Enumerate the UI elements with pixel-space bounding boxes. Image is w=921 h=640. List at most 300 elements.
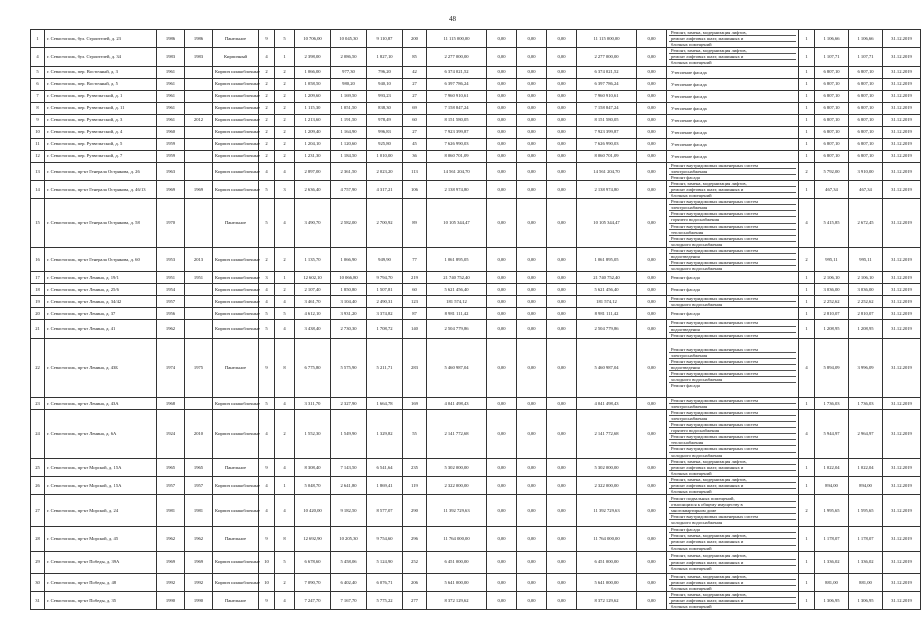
work-item: Утепление фасада: [671, 141, 707, 147]
cell-total-cost: 7 626 990,03: [427, 138, 487, 150]
cell-entrances: 2: [275, 78, 295, 90]
work-item: Ремонт внутридомовых инженерных систем: [669, 422, 796, 428]
cell-works-count: 1: [799, 114, 815, 126]
cell-reconstruction-year: [185, 320, 213, 338]
cell-fund-federal: 0,00: [487, 308, 517, 320]
work-item: Ремонт внутридомовых инженерных систем: [669, 163, 796, 169]
cell-total-area: 5 048,70: [295, 476, 331, 494]
cell-limit-cost: 1 178,07: [849, 527, 883, 551]
cell-works-count: 2: [799, 495, 815, 527]
cell-owned-area: 940,10: [367, 78, 403, 90]
work-item: холодного водоснабжения: [671, 302, 723, 308]
work-item: холодного водоснабжения: [669, 377, 796, 383]
cell-unit-cost: 2 810,07: [815, 308, 849, 320]
cell-row-number: 16: [31, 247, 45, 271]
work-item: Ремонт, замена, модернизация лифтов,: [669, 553, 796, 559]
cell-entrances: 5: [275, 308, 295, 320]
cell-works-count: 1: [799, 78, 815, 90]
cell-owners-funds: 181 574,12: [577, 296, 637, 308]
cell-owned-area: 5 775,22: [367, 591, 403, 609]
cell-fund-federal: 0,00: [487, 527, 517, 551]
cell-fund-regional: 0,00: [517, 90, 547, 102]
cell-other-funds: 0,00: [637, 180, 667, 198]
cell-total-cost: 5 460 987,04: [427, 338, 487, 397]
table-row: [31, 48, 921, 66]
cell-fund-federal: 0,00: [487, 458, 517, 476]
cell-wall-material: Кирпич шлакоблочные: [213, 162, 259, 180]
cell-residential-area: 2 730,30: [331, 320, 367, 338]
cell-other-funds: 0,00: [637, 272, 667, 284]
cell-row-number: 31: [31, 591, 45, 609]
cell-fund-federal: 0,00: [487, 247, 517, 271]
cell-total-area: 6 775,80: [295, 338, 331, 397]
cell-planned-date: 31.12.2019: [883, 495, 921, 527]
cell-residents: 42: [403, 66, 427, 78]
cell-residential-area: 1 120,60: [331, 138, 367, 150]
cell-address: г. Севастополь, пр-кт Ленина, д. 19/1: [45, 272, 157, 284]
cell-build-year: 1969: [157, 180, 185, 198]
cell-owned-area: 9 110,87: [367, 30, 403, 48]
cell-other-funds: 0,00: [637, 90, 667, 102]
cell-works-count: 1: [799, 551, 815, 573]
cell-total-area: 1 552,30: [295, 409, 331, 458]
cell-reconstruction-year: 1965: [185, 458, 213, 476]
cell-floors: 4: [259, 296, 275, 308]
cell-residents: 169: [403, 397, 427, 409]
cell-row-number: 10: [31, 126, 45, 138]
cell-row-number: 22: [31, 338, 45, 397]
cell-fund-regional: 0,00: [517, 180, 547, 198]
cell-works-list: [667, 162, 799, 180]
work-item: Ремонт внутридомовых инженерных систем: [669, 446, 796, 452]
work-item: ремонт лифтовых шахт, машинных и: [669, 465, 796, 471]
cell-works-count: 1: [799, 66, 815, 78]
cell-total-area: 10 420,00: [295, 495, 331, 527]
cell-fund-regional: 0,00: [517, 284, 547, 296]
cell-floors: 9: [259, 30, 275, 48]
cell-build-year: 1961: [157, 90, 185, 102]
cell-residents: 119: [403, 476, 427, 494]
work-item: Ремонт внутридомовых инженерных систем: [669, 260, 796, 266]
cell-residential-area: 980,20: [331, 78, 367, 90]
cell-row-number: 9: [31, 114, 45, 126]
cell-wall-material: Кирпич шлакоблочные: [213, 272, 259, 284]
cell-floors: 9: [259, 338, 275, 397]
cell-works-count: 1: [799, 320, 815, 338]
cell-residential-area: 10 066,80: [331, 272, 367, 284]
cell-planned-date: 31.12.2019: [883, 90, 921, 102]
cell-residential-area: 1 850,80: [331, 284, 367, 296]
cell-wall-material: Кирпич шлакоблочные: [213, 284, 259, 296]
table-row: [31, 296, 921, 308]
cell-works-count: 1: [799, 126, 815, 138]
cell-wall-material: Кирпич шлакоблочные: [213, 114, 259, 126]
cell-owned-area: 996,83: [367, 126, 403, 138]
cell-wall-material: Кирпич шлакоблочные: [213, 180, 259, 198]
cell-planned-date: 31.12.2019: [883, 199, 921, 248]
register-table-body: [31, 30, 921, 610]
cell-floors: 5: [259, 397, 275, 409]
cell-fund-local: 0,00: [547, 308, 577, 320]
cell-floors: 9: [259, 591, 275, 609]
cell-other-funds: 0,00: [637, 573, 667, 591]
cell-owned-area: 1 329,82: [367, 409, 403, 458]
cell-fund-regional: 0,00: [517, 409, 547, 458]
cell-limit-cost: 3 996,09: [849, 338, 883, 397]
table-row: [31, 308, 921, 320]
table-row: [31, 397, 921, 409]
work-item: Утепление фасада: [671, 69, 707, 75]
cell-unit-cost: 5 415,85: [815, 199, 849, 248]
cell-fund-local: 0,00: [547, 296, 577, 308]
cell-planned-date: 31.12.2019: [883, 458, 921, 476]
cell-planned-date: 31.12.2019: [883, 247, 921, 271]
cell-owned-area: 978,49: [367, 114, 403, 126]
cell-works-count: 1: [799, 30, 815, 48]
cell-works-list: [667, 126, 799, 138]
work-item: Ремонт, замена, модернизация лифтов,: [669, 533, 796, 539]
cell-address: г. Севастополь, пер. Восточный, д. 3: [45, 66, 157, 78]
cell-limit-cost: 995,11: [849, 247, 883, 271]
cell-limit-cost: 3 036,00: [849, 284, 883, 296]
cell-other-funds: 0,00: [637, 476, 667, 494]
cell-works-count: 1: [799, 476, 815, 494]
cell-owners-funds: 8 151 580,05: [577, 114, 637, 126]
work-item: холодного водоснабжения: [671, 241, 723, 247]
cell-floors: 5: [259, 320, 275, 338]
cell-entrances: 8: [275, 338, 295, 397]
cell-planned-date: 31.12.2019: [883, 126, 921, 138]
cell-residential-area: 2 641,80: [331, 476, 367, 494]
cell-total-area: 3 461,70: [295, 296, 331, 308]
cell-fund-local: 0,00: [547, 527, 577, 551]
cell-total-cost: 2 277 000,00: [427, 48, 487, 66]
cell-row-number: 7: [31, 90, 45, 102]
work-item: ремонт лифтовых шахт, машинных и: [669, 580, 796, 586]
work-item: Ремонт внутридомовых инженерных систем: [669, 211, 796, 217]
cell-other-funds: 0,00: [637, 30, 667, 48]
cell-floors: 2: [259, 90, 275, 102]
cell-total-cost: 7 960 910,61: [427, 90, 487, 102]
cell-address: г. Севастополь, пр-кт Ленина, д. 25/6: [45, 284, 157, 296]
cell-fund-local: 0,00: [547, 397, 577, 409]
cell-planned-date: 31.12.2019: [883, 397, 921, 409]
cell-address: г. Севастополь, пр-кт Победы, д. 35: [45, 591, 157, 609]
cell-owned-area: 6 541,64: [367, 458, 403, 476]
cell-works-count: 1: [799, 573, 815, 591]
cell-total-area: 2 107,40: [295, 284, 331, 296]
cell-row-number: 5: [31, 66, 45, 78]
cell-total-area: 1 058,50: [295, 78, 331, 90]
cell-works-list: [667, 495, 799, 527]
cell-row-number: 19: [31, 296, 45, 308]
cell-total-area: 1 066,00: [295, 66, 331, 78]
cell-other-funds: 0,00: [637, 338, 667, 397]
cell-floors: 2: [259, 247, 275, 271]
cell-works-count: 1: [799, 458, 815, 476]
cell-planned-date: 31.12.2019: [883, 102, 921, 114]
work-item: Ремонт внутридомовых инженерных систем: [669, 236, 796, 242]
cell-entrances: 4: [275, 162, 295, 180]
cell-other-funds: 0,00: [637, 284, 667, 296]
cell-fund-regional: 0,00: [517, 138, 547, 150]
cell-fund-local: 0,00: [547, 458, 577, 476]
cell-limit-cost: 1 736,03: [849, 397, 883, 409]
cell-fund-federal: 0,00: [487, 272, 517, 284]
cell-owners-funds: 2 138 974,80: [577, 180, 637, 198]
work-item: Ремонт внутридомовых инженерных систем: [669, 296, 796, 302]
cell-reconstruction-year: 2012: [185, 114, 213, 126]
cell-build-year: 1974: [157, 338, 185, 397]
cell-limit-cost: 6 807,10: [849, 138, 883, 150]
work-item: блочных помещений: [671, 193, 712, 199]
table-row: [31, 180, 921, 198]
cell-total-cost: 6 397 786,24: [427, 78, 487, 90]
cell-works-list: [667, 138, 799, 150]
cell-residential-area: 1 549,90: [331, 409, 367, 458]
cell-owners-funds: 8 372 129,62: [577, 591, 637, 609]
cell-reconstruction-year: 1981: [185, 495, 213, 527]
cell-owners-funds: 2 141 772,68: [577, 409, 637, 458]
cell-total-cost: 2 322 000,00: [427, 476, 487, 494]
cell-row-number: 4: [31, 48, 45, 66]
cell-address: г. Севастополь, пер. Рузвельтский, д. 5: [45, 138, 157, 150]
cell-fund-federal: 0,00: [487, 126, 517, 138]
cell-residential-area: 5 575,90: [331, 338, 367, 397]
cell-unit-cost: 1 107,71: [815, 48, 849, 66]
cell-entrances: 2: [275, 126, 295, 138]
cell-row-number: 14: [31, 180, 45, 198]
cell-wall-material: Кирпич шлакоблочные: [213, 150, 259, 162]
work-item: блочных помещений: [671, 585, 712, 591]
cell-total-area: 10 706,00: [295, 30, 331, 48]
cell-build-year: 1992: [157, 573, 185, 591]
work-item: горячего водоснабжения: [669, 428, 796, 434]
cell-total-area: 2 897,00: [295, 162, 331, 180]
cell-limit-cost: 6 807,10: [849, 126, 883, 138]
cell-residential-area: 4 757,90: [331, 180, 367, 198]
table-row: [31, 126, 921, 138]
cell-wall-material: Кирпич шлакоблочные: [213, 247, 259, 271]
cell-fund-federal: 0,00: [487, 199, 517, 248]
cell-total-area: 2 398,00: [295, 48, 331, 66]
cell-build-year: 1969: [157, 551, 185, 573]
cell-fund-local: 0,00: [547, 162, 577, 180]
cell-floors: 4: [259, 48, 275, 66]
work-item: Ремонт фасада: [671, 311, 700, 317]
cell-works-list: [667, 272, 799, 284]
table-row: [31, 573, 921, 591]
cell-works-count: 1: [799, 90, 815, 102]
work-item: ремонт лифтовых шахт, машинных и: [669, 539, 796, 545]
cell-limit-cost: 6 807,10: [849, 102, 883, 114]
cell-entrances: 8: [275, 527, 295, 551]
cell-build-year: 1990: [157, 591, 185, 609]
work-item: Ремонт фасада: [671, 383, 700, 389]
cell-residents: 69: [403, 102, 427, 114]
cell-owners-funds: 7 158 847,24: [577, 102, 637, 114]
cell-wall-material: Кирпич шлакоблочные: [213, 397, 259, 409]
cell-address: г. Севастополь, пр-кт Ленина, д. 43Б: [45, 338, 157, 397]
cell-works-list: [667, 320, 799, 338]
cell-total-cost: 8 151 580,05: [427, 114, 487, 126]
cell-works-count: 1: [799, 284, 815, 296]
cell-address: г. Севастополь, пер. Рузвельтский, д. 7: [45, 150, 157, 162]
cell-reconstruction-year: [185, 162, 213, 180]
cell-residential-area: 977,30: [331, 66, 367, 78]
cell-works-count: 2: [799, 162, 815, 180]
cell-total-area: 8 308,40: [295, 458, 331, 476]
cell-unit-cost: 2 106,10: [815, 272, 849, 284]
cell-fund-regional: 0,00: [517, 320, 547, 338]
cell-total-cost: 1 061 895,05: [427, 247, 487, 271]
work-item: Утепление фасада: [671, 93, 707, 99]
cell-unit-cost: 6 807,10: [815, 78, 849, 90]
work-item: электроснабжения: [669, 353, 796, 359]
cell-fund-federal: 0,00: [487, 397, 517, 409]
cell-entrances: 2: [275, 66, 295, 78]
work-item: Ремонт подвальных помещений,: [669, 496, 796, 502]
cell-entrances: 1: [275, 272, 295, 284]
table-row: [31, 102, 921, 114]
cell-works-list: [667, 573, 799, 591]
cell-reconstruction-year: [185, 78, 213, 90]
cell-entrances: 1: [275, 476, 295, 494]
cell-owners-funds: 21 740 752,40: [577, 272, 637, 284]
cell-unit-cost: 1 995,65: [815, 495, 849, 527]
cell-floors: 4: [259, 162, 275, 180]
cell-owned-area: 1 708,72: [367, 320, 403, 338]
cell-fund-local: 0,00: [547, 66, 577, 78]
cell-owners-funds: 5 302 000,00: [577, 458, 637, 476]
cell-wall-material: Кирпич шлакоблочные: [213, 573, 259, 591]
cell-residential-area: 3 104,40: [331, 296, 367, 308]
cell-planned-date: 31.12.2019: [883, 338, 921, 397]
cell-limit-cost: 1 336,02: [849, 551, 883, 573]
cell-residents: 27: [403, 126, 427, 138]
table-row: [31, 476, 921, 494]
cell-fund-federal: 0,00: [487, 30, 517, 48]
table-row: [31, 114, 921, 126]
work-item: электроснабжения: [669, 416, 796, 422]
cell-other-funds: 0,00: [637, 78, 667, 90]
work-item: Ремонт внутридомовых инженерных систем: [671, 332, 758, 338]
cell-limit-cost: 2 672,45: [849, 199, 883, 248]
cell-entrances: 2: [275, 90, 295, 102]
cell-entrances: 4: [275, 591, 295, 609]
cell-planned-date: 31.12.2019: [883, 409, 921, 458]
cell-works-list: [667, 476, 799, 494]
cell-entrances: 5: [275, 551, 295, 573]
cell-reconstruction-year: 2010: [185, 409, 213, 458]
cell-reconstruction-year: [185, 138, 213, 150]
cell-works-list: [667, 458, 799, 476]
cell-total-cost: 5 641 000,00: [427, 573, 487, 591]
cell-planned-date: 31.12.2019: [883, 320, 921, 338]
cell-reconstruction-year: [185, 397, 213, 409]
cell-build-year: 1986: [157, 30, 185, 48]
cell-fund-federal: 0,00: [487, 66, 517, 78]
cell-owners-funds: 7 923 399,87: [577, 126, 637, 138]
cell-other-funds: 0,00: [637, 409, 667, 458]
cell-other-funds: 0,00: [637, 150, 667, 162]
cell-unit-cost: 3 036,00: [815, 284, 849, 296]
table-row: [31, 162, 921, 180]
cell-planned-date: 31.12.2019: [883, 78, 921, 90]
table-row: [31, 409, 921, 458]
cell-build-year: 1983: [157, 48, 185, 66]
cell-reconstruction-year: 1983: [185, 48, 213, 66]
cell-residential-area: 2 086,50: [331, 48, 367, 66]
cell-limit-cost: 6 807,10: [849, 66, 883, 78]
cell-wall-material: Кирпич шлакоблочные: [213, 551, 259, 573]
cell-other-funds: 0,00: [637, 320, 667, 338]
cell-limit-cost: 1 106,66: [849, 30, 883, 48]
cell-reconstruction-year: [185, 308, 213, 320]
table-row: [31, 458, 921, 476]
cell-works-list: [667, 591, 799, 609]
cell-planned-date: 31.12.2019: [883, 476, 921, 494]
table-row: [31, 247, 921, 271]
cell-build-year: 1965: [157, 458, 185, 476]
cell-owned-area: 3 374,82: [367, 308, 403, 320]
cell-build-year: 1963: [157, 162, 185, 180]
cell-build-year: 1981: [157, 495, 185, 527]
work-item: ремонт лифтовых шахт, машинных и: [669, 483, 796, 489]
cell-fund-local: 0,00: [547, 199, 577, 248]
cell-owned-area: 6 076,71: [367, 573, 403, 591]
cell-works-list: [667, 48, 799, 66]
cell-owners-funds: 4 041 498,43: [577, 397, 637, 409]
cell-floors: 4: [259, 409, 275, 458]
cell-total-cost: 14 561 204,70: [427, 162, 487, 180]
cell-fund-local: 0,00: [547, 591, 577, 609]
cell-wall-material: Панельное: [213, 527, 259, 551]
cell-address: г. Севастополь, пр-кт Ленина, д. 37: [45, 308, 157, 320]
cell-entrances: 1: [275, 48, 295, 66]
work-item: относящихся к общему имуществу в: [669, 502, 796, 508]
cell-address: г. Севастополь, пр-кт Морской, д. 45: [45, 527, 157, 551]
cell-owned-area: 9 794,70: [367, 272, 403, 284]
cell-total-area: 3 311,70: [295, 397, 331, 409]
cell-total-area: 1 231,30: [295, 150, 331, 162]
cell-unit-cost: 5 792,00: [815, 162, 849, 180]
cell-unit-cost: 6 807,10: [815, 114, 849, 126]
cell-works-count: 4: [799, 199, 815, 248]
cell-wall-material: Панельное: [213, 199, 259, 248]
cell-fund-regional: 0,00: [517, 247, 547, 271]
cell-works-count: 1: [799, 138, 815, 150]
cell-owners-funds: 8 060 701,09: [577, 150, 637, 162]
table-row: [31, 320, 921, 338]
cell-entrances: 2: [275, 150, 295, 162]
work-item: Ремонт, замена, модернизация лифтов,: [669, 48, 796, 54]
cell-fund-regional: 0,00: [517, 296, 547, 308]
cell-other-funds: 0,00: [637, 495, 667, 527]
work-item: Ремонт фасада: [671, 275, 700, 281]
cell-residential-area: 1 169,50: [331, 90, 367, 102]
cell-fund-federal: 0,00: [487, 138, 517, 150]
cell-wall-material: Кирпич шлакоблочные: [213, 90, 259, 102]
cell-limit-cost: 6 807,10: [849, 114, 883, 126]
cell-unit-cost: 1 208,95: [815, 320, 849, 338]
cell-wall-material: Панельное: [213, 458, 259, 476]
cell-address: г. Севастополь, пр-кт Победы, д. 39А: [45, 551, 157, 573]
cell-works-list: [667, 66, 799, 78]
work-item: Ремонт внутридомовых инженерных систем: [669, 224, 796, 230]
cell-residents: 55: [403, 409, 427, 458]
cell-works-list: [667, 397, 799, 409]
